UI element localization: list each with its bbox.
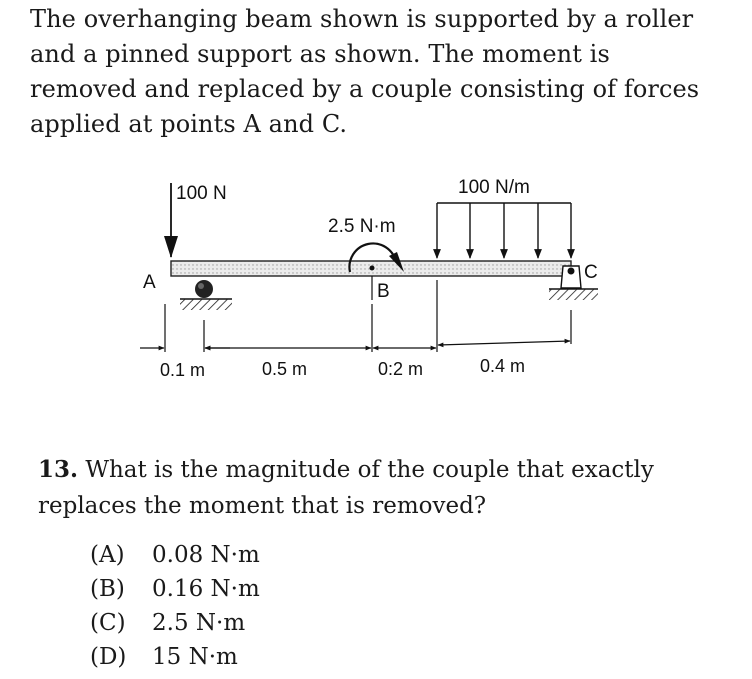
choice-c[interactable]	[90, 606, 260, 640]
question-number: 13.	[38, 456, 79, 483]
answer-choices	[90, 538, 260, 674]
choice-a[interactable]	[90, 538, 260, 572]
dimension-label-1: 0.1 m	[160, 360, 206, 380]
question-text: What is the magnitude of the couple that exactly replaces the moment that is removed?	[38, 457, 654, 519]
distributed-load	[437, 203, 571, 258]
point-load-label: 100 N	[176, 183, 227, 204]
dimension-label-4: 0.4 m	[480, 356, 526, 376]
choice-d[interactable]	[90, 640, 260, 674]
choice-b-label: (B)	[90, 576, 125, 602]
question	[38, 452, 718, 524]
choice-a-value: 0.08 N·m	[152, 542, 260, 568]
moment-label: 2.5 N·m	[328, 216, 396, 237]
choice-c-value: 2.5 N·m	[152, 610, 246, 636]
choice-d-label: (D)	[90, 644, 127, 670]
distributed-load-label: 100 N/m	[458, 177, 530, 198]
choice-a-label: (A)	[90, 542, 125, 568]
choice-c-label: (C)	[90, 610, 126, 636]
point-c-label: C	[584, 262, 598, 283]
point-a-label: A	[143, 272, 156, 293]
choice-b[interactable]	[90, 572, 260, 606]
roller-support	[180, 280, 232, 310]
choice-b-value: 0.16 N·m	[152, 576, 260, 602]
problem-statement: The overhanging beam shown is supported by a roller and a pinned support as shown. The moment is removed and replaced by a couple consisting of forces applied at points A and C.	[30, 5, 700, 138]
dimension-label-3: 0:2 m	[378, 359, 424, 379]
point-b-label: B	[377, 281, 390, 302]
dimension-label-2: 0.5 m	[262, 359, 308, 379]
dimension-extension-lines	[165, 280, 571, 352]
choice-d-value: 15 N·m	[152, 644, 238, 670]
